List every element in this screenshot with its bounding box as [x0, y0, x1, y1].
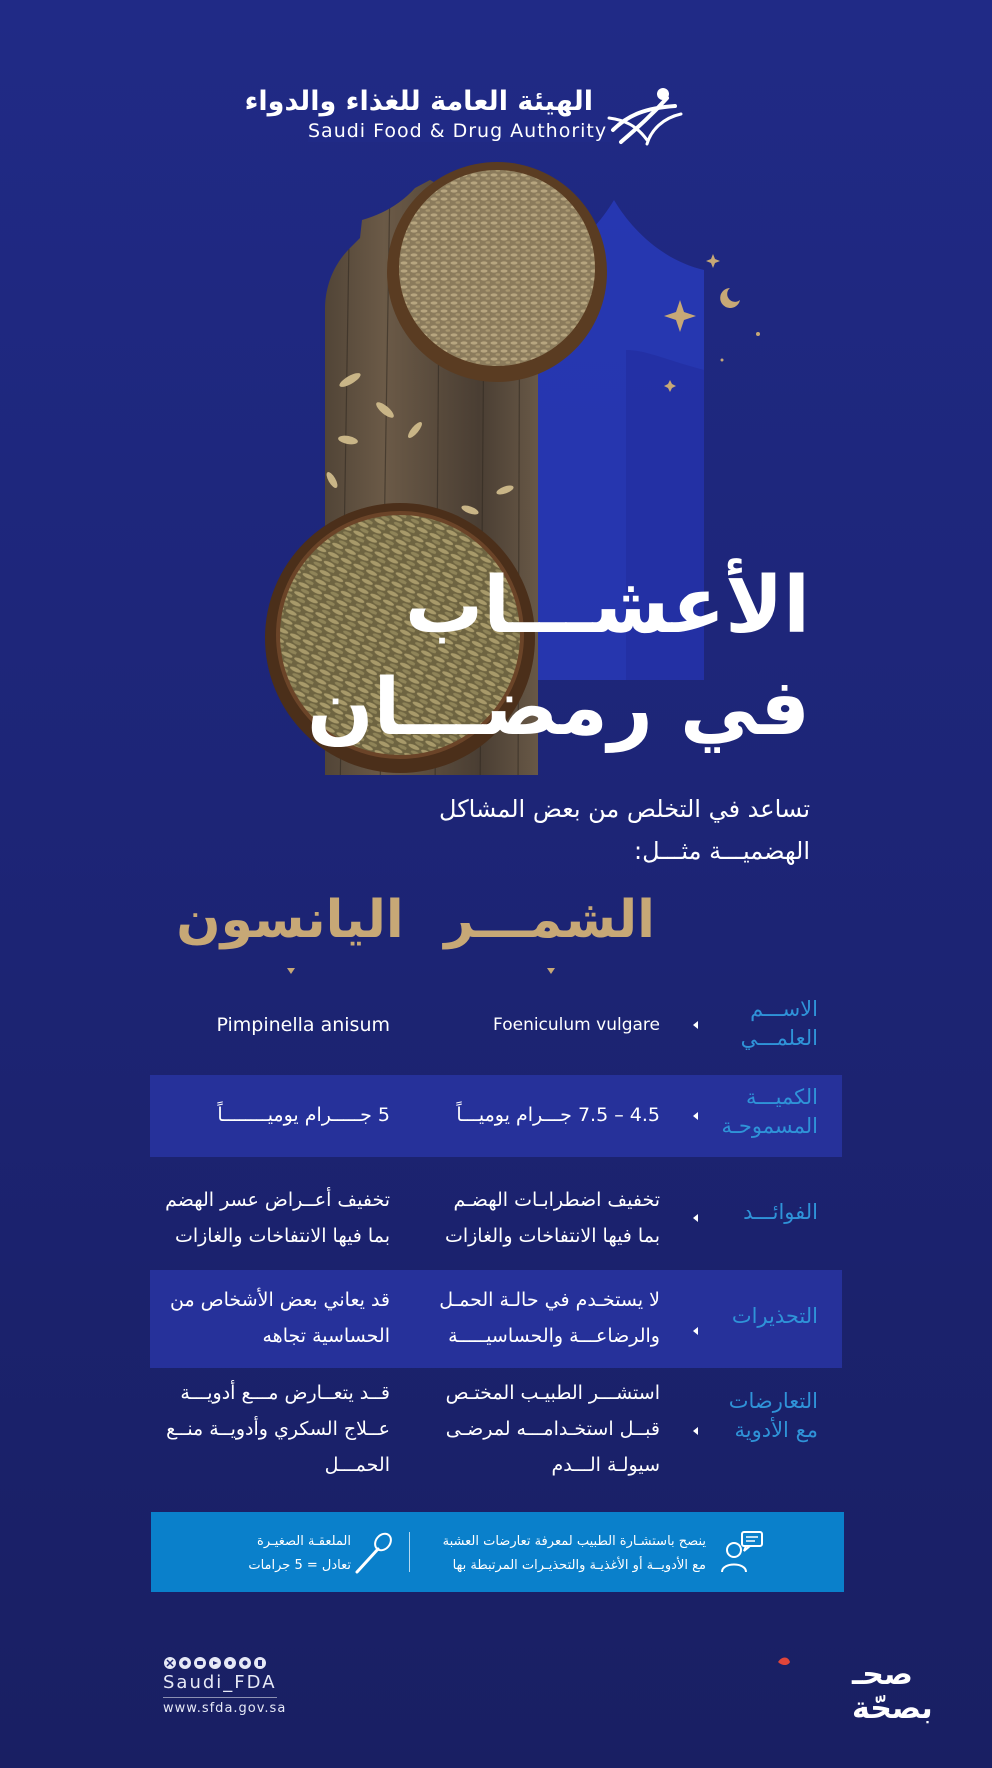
sfda-emblem-icon: [607, 84, 685, 146]
row-label: الكميـــة المسموحـة: [721, 1085, 818, 1138]
fennel-cell: Foeniculum vulgare: [493, 1015, 660, 1035]
row-bullet-icon: [693, 1112, 698, 1120]
info-divider: [409, 1532, 410, 1572]
anise-cell: تخفيف أعــراض عسر الهضم بما فيها الانتفاخات والغازات: [165, 1189, 390, 1247]
campaign-logo: [756, 1652, 933, 1726]
row-label: التحذيرات: [731, 1304, 818, 1328]
campaign-logo-line2: بصحّة: [852, 1691, 933, 1726]
fennel-cell: استشـــر الطبيـب المختـص قبــل استخـدامـــه لمرضـى سيولـة الـــدم: [445, 1382, 660, 1476]
spoon-equivalence-text: الملعقـة الصغيـرة تعادل = 5 جرامات: [248, 1534, 351, 1573]
doctor-consult-icon: [720, 1530, 764, 1574]
row-bullet-icon: [693, 1021, 698, 1029]
table-row-benefits: [150, 1170, 842, 1260]
hero-title: [307, 555, 810, 759]
fennel-cell: 4.5 – 7.5 جـــرام يوميـــاً: [456, 1104, 660, 1126]
fennel-cell: لا يستخـدم في حالـة الحمـل والرضاعـــة والحساسيـــــة: [439, 1289, 660, 1347]
hero-title-line2: في رمضـــان: [306, 663, 810, 753]
info-bar: [151, 1512, 844, 1592]
crescent-and-stars-icon: [650, 250, 760, 390]
sfda-logo: [244, 84, 685, 148]
row-bullet-icon: [693, 1427, 698, 1435]
anise-cell: Pimpinella anisum: [216, 1014, 390, 1036]
row-label: الاســـم العلمـــي: [740, 997, 818, 1050]
row-bullet-icon: [693, 1214, 698, 1222]
hero-subtitle: [390, 788, 810, 872]
website-link[interactable]: www.sfda.gov.sa: [163, 1701, 287, 1716]
social-handle[interactable]: Saudi_FDA: [163, 1672, 277, 1693]
fennel-caret-icon: [547, 968, 555, 974]
row-bullet-icon: [693, 1327, 698, 1335]
table-row-scientific-name: [150, 985, 842, 1065]
social-media-icons: [163, 1656, 283, 1670]
hero-subtitle-line1: تساعد في التخلص من بعض المشاكل: [439, 795, 810, 823]
table-row-allowed-amount: [150, 1075, 842, 1157]
table-row-interactions: [150, 1375, 842, 1490]
anise-cell: 5 جـــــرام يوميــــــــاً: [217, 1104, 390, 1126]
campaign-logo-line1: صحـ: [852, 1657, 913, 1692]
column-heading-fennel: الشمـــر: [444, 890, 655, 950]
spoon-icon: [351, 1532, 395, 1576]
anise-cell: قــد يتعــارض مـــع أدويـــة عــلاج السكري وأدويــة منــع الحمـــل: [166, 1382, 390, 1476]
anise-caret-icon: [287, 968, 295, 974]
hero-subtitle-line2: الهضميـــة مثـــل:: [633, 837, 810, 865]
hero-title-line1: الأعشـــاب: [404, 561, 810, 651]
anise-cell: قد يعاني بعض الأشخاص من الحساسية تجاهه: [169, 1289, 390, 1347]
row-label: الفوائـــد: [743, 1200, 818, 1224]
row-label: التعارضات مع الأدوية: [728, 1389, 818, 1442]
logo-name-en: Saudi Food & Drug Authority: [308, 120, 611, 142]
column-heading-anise: اليانسون: [176, 890, 404, 950]
consult-advice-text: ينصح باستشـارة الطبيب لمعرفة تعارضات العشبة مع الأدويــة أو الأغذيـة والتحذيـرات المرتبطة بها: [442, 1534, 706, 1573]
logo-name-ar: الهيئة العامة للغذاء والدواء: [244, 86, 593, 117]
footer-divider: [163, 1697, 277, 1698]
fennel-cell: تخفيف اضطرابـات الهضـم بما فيها الانتفاخات والغازات: [444, 1189, 660, 1247]
table-row-warnings: [150, 1270, 842, 1368]
